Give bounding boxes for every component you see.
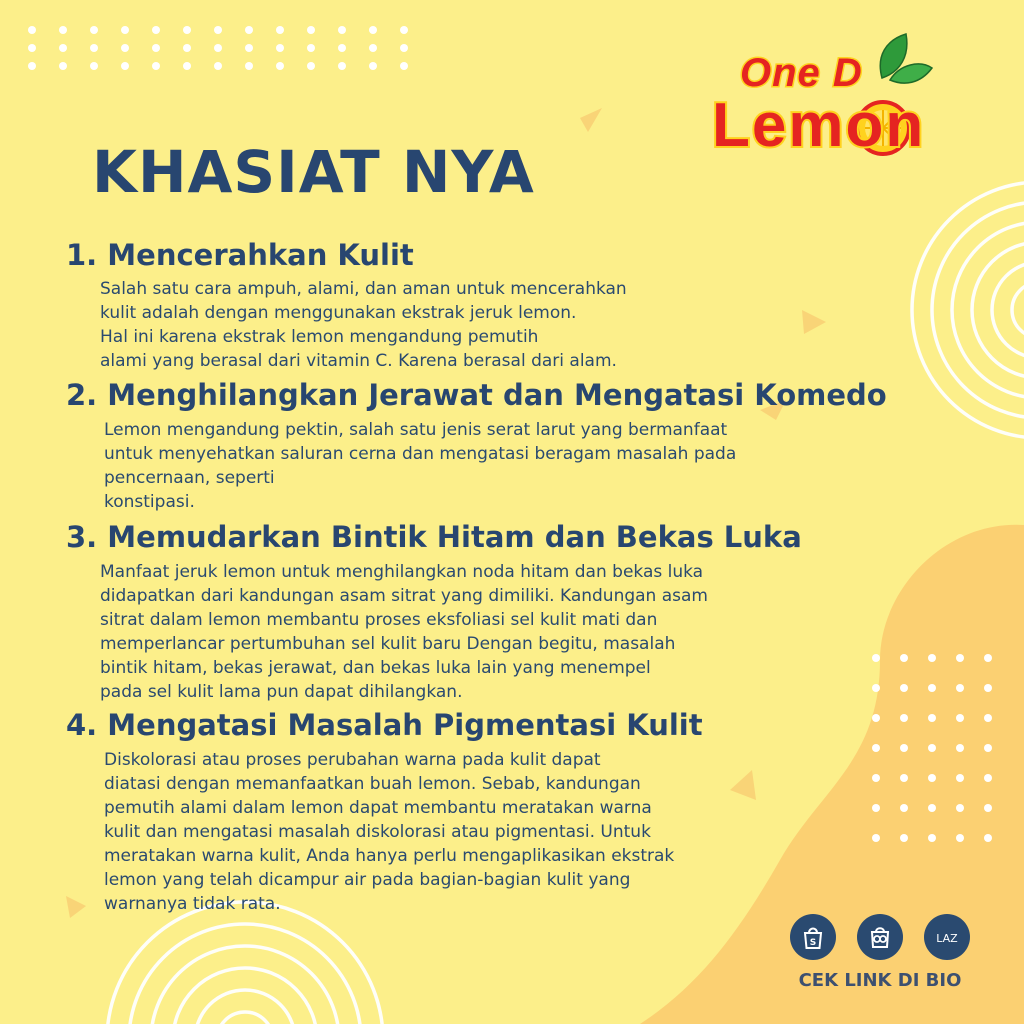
decor-dot (900, 804, 908, 812)
decor-dot (872, 714, 880, 722)
body-line: untuk menyehatkan saluran cerna dan mengatasi beragam masalah pada (104, 444, 737, 464)
body-line: Salah satu cara ampuh, alami, dan aman untuk mencerahkan (100, 279, 627, 299)
decor-dot (307, 62, 315, 70)
tokopedia-icon[interactable] (857, 914, 903, 960)
decor-dot (984, 834, 992, 842)
body-line: memperlancar pertumbuhan sel kulit baru Dengan begitu, masalah (100, 634, 676, 654)
decor-dot (59, 44, 67, 52)
body-line: bintik hitam, bekas jerawat, dan bekas luka lain yang menempel (100, 658, 651, 678)
decor-dot (872, 834, 880, 842)
decor-dot (928, 654, 936, 662)
section-title-2: 2. Menghilangkan Jerawat dan Mengatasi Komedo (66, 378, 887, 412)
decor-dot (900, 684, 908, 692)
decor-dot (183, 44, 191, 52)
decor-dot (872, 804, 880, 812)
decor-dot (28, 26, 36, 34)
shopee-icon[interactable] (790, 914, 836, 960)
decor-dot (872, 774, 880, 782)
svg-text:LAZ: LAZ (936, 932, 958, 945)
body-line: lemon yang telah dicampur air pada bagian-bagian kulit yang (104, 870, 631, 890)
decor-dot (121, 44, 129, 52)
logo-text-bottom: Lemon (712, 91, 926, 160)
decor-dot (984, 774, 992, 782)
body-line: kulit dan mengatasi masalah diskolorasi atau pigmentasi. Untuk (104, 822, 651, 842)
decor-dot (245, 62, 253, 70)
decor-dot (400, 62, 408, 70)
decor-dot (956, 774, 964, 782)
decor-dot (307, 26, 315, 34)
decor-dot (400, 44, 408, 52)
decor-dot (214, 26, 222, 34)
body-line: kulit adalah dengan menggunakan ekstrak jeruk lemon. (100, 303, 577, 323)
lazada-logo-icon (932, 922, 962, 952)
decor-dot (28, 44, 36, 52)
decor-dot (900, 744, 908, 752)
decor-dot (984, 744, 992, 752)
decor-dot (872, 684, 880, 692)
decor-dot (400, 26, 408, 34)
body-line: Lemon mengandung pektin, salah satu jenis serat larut yang bermanfaat (104, 420, 728, 440)
decor-dot (245, 26, 253, 34)
lazada-icon[interactable] (924, 914, 970, 960)
body-line: diatasi dengan memanfaatkan buah lemon. Sebab, kandungan (104, 774, 641, 794)
decor-dot (369, 44, 377, 52)
section-body-2 (104, 418, 736, 514)
decor-dot (121, 62, 129, 70)
decor-dot (152, 44, 160, 52)
section-title-3: 3. Memudarkan Bintik Hitam dan Bekas Luka (66, 520, 802, 554)
decor-dot (900, 714, 908, 722)
decor-dot (900, 834, 908, 842)
decor-dot (956, 684, 964, 692)
decor-dot (59, 62, 67, 70)
decor-dot (872, 654, 880, 662)
decor-dot (956, 654, 964, 662)
one-d-lemon-logo (700, 28, 990, 168)
decor-dot (28, 62, 36, 70)
decor-dot (214, 62, 222, 70)
decor-dot (307, 44, 315, 52)
logo-text-top: One D (740, 51, 863, 95)
decor-dot (984, 684, 992, 692)
body-line: pencernaan, seperti (104, 468, 275, 488)
decor-dot (152, 62, 160, 70)
section-body-4 (104, 748, 674, 916)
decor-dot (369, 26, 377, 34)
body-line: meratakan warna kulit, Anda hanya perlu mengaplikasikan ekstrak (104, 846, 675, 866)
section-body-3 (100, 560, 708, 704)
decor-dot (984, 714, 992, 722)
decor-dot (928, 774, 936, 782)
section-body-1 (100, 277, 627, 373)
decor-dot (276, 62, 284, 70)
decor-dot (956, 714, 964, 722)
decor-dot (956, 744, 964, 752)
page-title: KHASIAT NYA (92, 138, 535, 206)
decor-dot (121, 26, 129, 34)
decor-dot (276, 44, 284, 52)
decor-dot (59, 26, 67, 34)
body-line: warnanya tidak rata. (104, 894, 281, 914)
decor-dot (872, 744, 880, 752)
body-line: konstipasi. (104, 492, 195, 512)
cta-text: CEK LINK DI BIO (798, 970, 962, 991)
decor-dot (900, 654, 908, 662)
decor-dot (928, 744, 936, 752)
decor-dot (245, 44, 253, 52)
decor-dot (90, 44, 98, 52)
body-line: sitrat dalam lemon membantu proses eksfoliasi sel kulit mati dan (100, 610, 658, 630)
decor-dot (90, 26, 98, 34)
decor-dot (276, 26, 284, 34)
decor-dot (338, 44, 346, 52)
decor-dot (152, 26, 160, 34)
decor-dot (900, 774, 908, 782)
body-line: pada sel kulit lama pun dapat dihilangkan. (100, 682, 463, 702)
concentric-rings-right (912, 182, 1024, 438)
section-title-4: 4. Mengatasi Masalah Pigmentasi Kulit (66, 708, 703, 742)
decor-dot (369, 62, 377, 70)
decor-dot (956, 804, 964, 812)
decor-dot (956, 834, 964, 842)
section-title-1: 1. Mencerahkan Kulit (66, 238, 414, 272)
decor-dot (338, 26, 346, 34)
decor-dot (928, 684, 936, 692)
body-line: Hal ini karena ekstrak lemon mengandung pemutih (100, 327, 539, 347)
dot-grid-top (28, 26, 408, 70)
leaf-icon (880, 34, 932, 83)
concentric-rings-bottom-left (107, 902, 383, 1024)
decor-dot (928, 714, 936, 722)
decor-dot (214, 44, 222, 52)
decor-dot (928, 804, 936, 812)
decor-dot (338, 62, 346, 70)
owl-bag-icon (865, 922, 895, 952)
svg-text:S: S (809, 938, 817, 948)
decor-dot (90, 62, 98, 70)
body-line: alami yang berasal dari vitamin C. Karena berasal dari alam. (100, 351, 617, 371)
decor-dot (183, 62, 191, 70)
decor-dot (928, 834, 936, 842)
body-line: pemutih alami dalam lemon dapat membantu meratakan warna (104, 798, 652, 818)
body-line: Diskolorasi atau proses perubahan warna pada kulit dapat (104, 750, 601, 770)
decor-dot (984, 804, 992, 812)
shopping-bag-icon (798, 922, 828, 952)
decor-dot (183, 26, 191, 34)
body-line: Manfaat jeruk lemon untuk menghilangkan noda hitam dan bekas luka (100, 562, 704, 582)
body-line: didapatkan dari kandungan asam sitrat yang dimiliki. Kandungan asam (100, 586, 708, 606)
decor-dot (984, 654, 992, 662)
